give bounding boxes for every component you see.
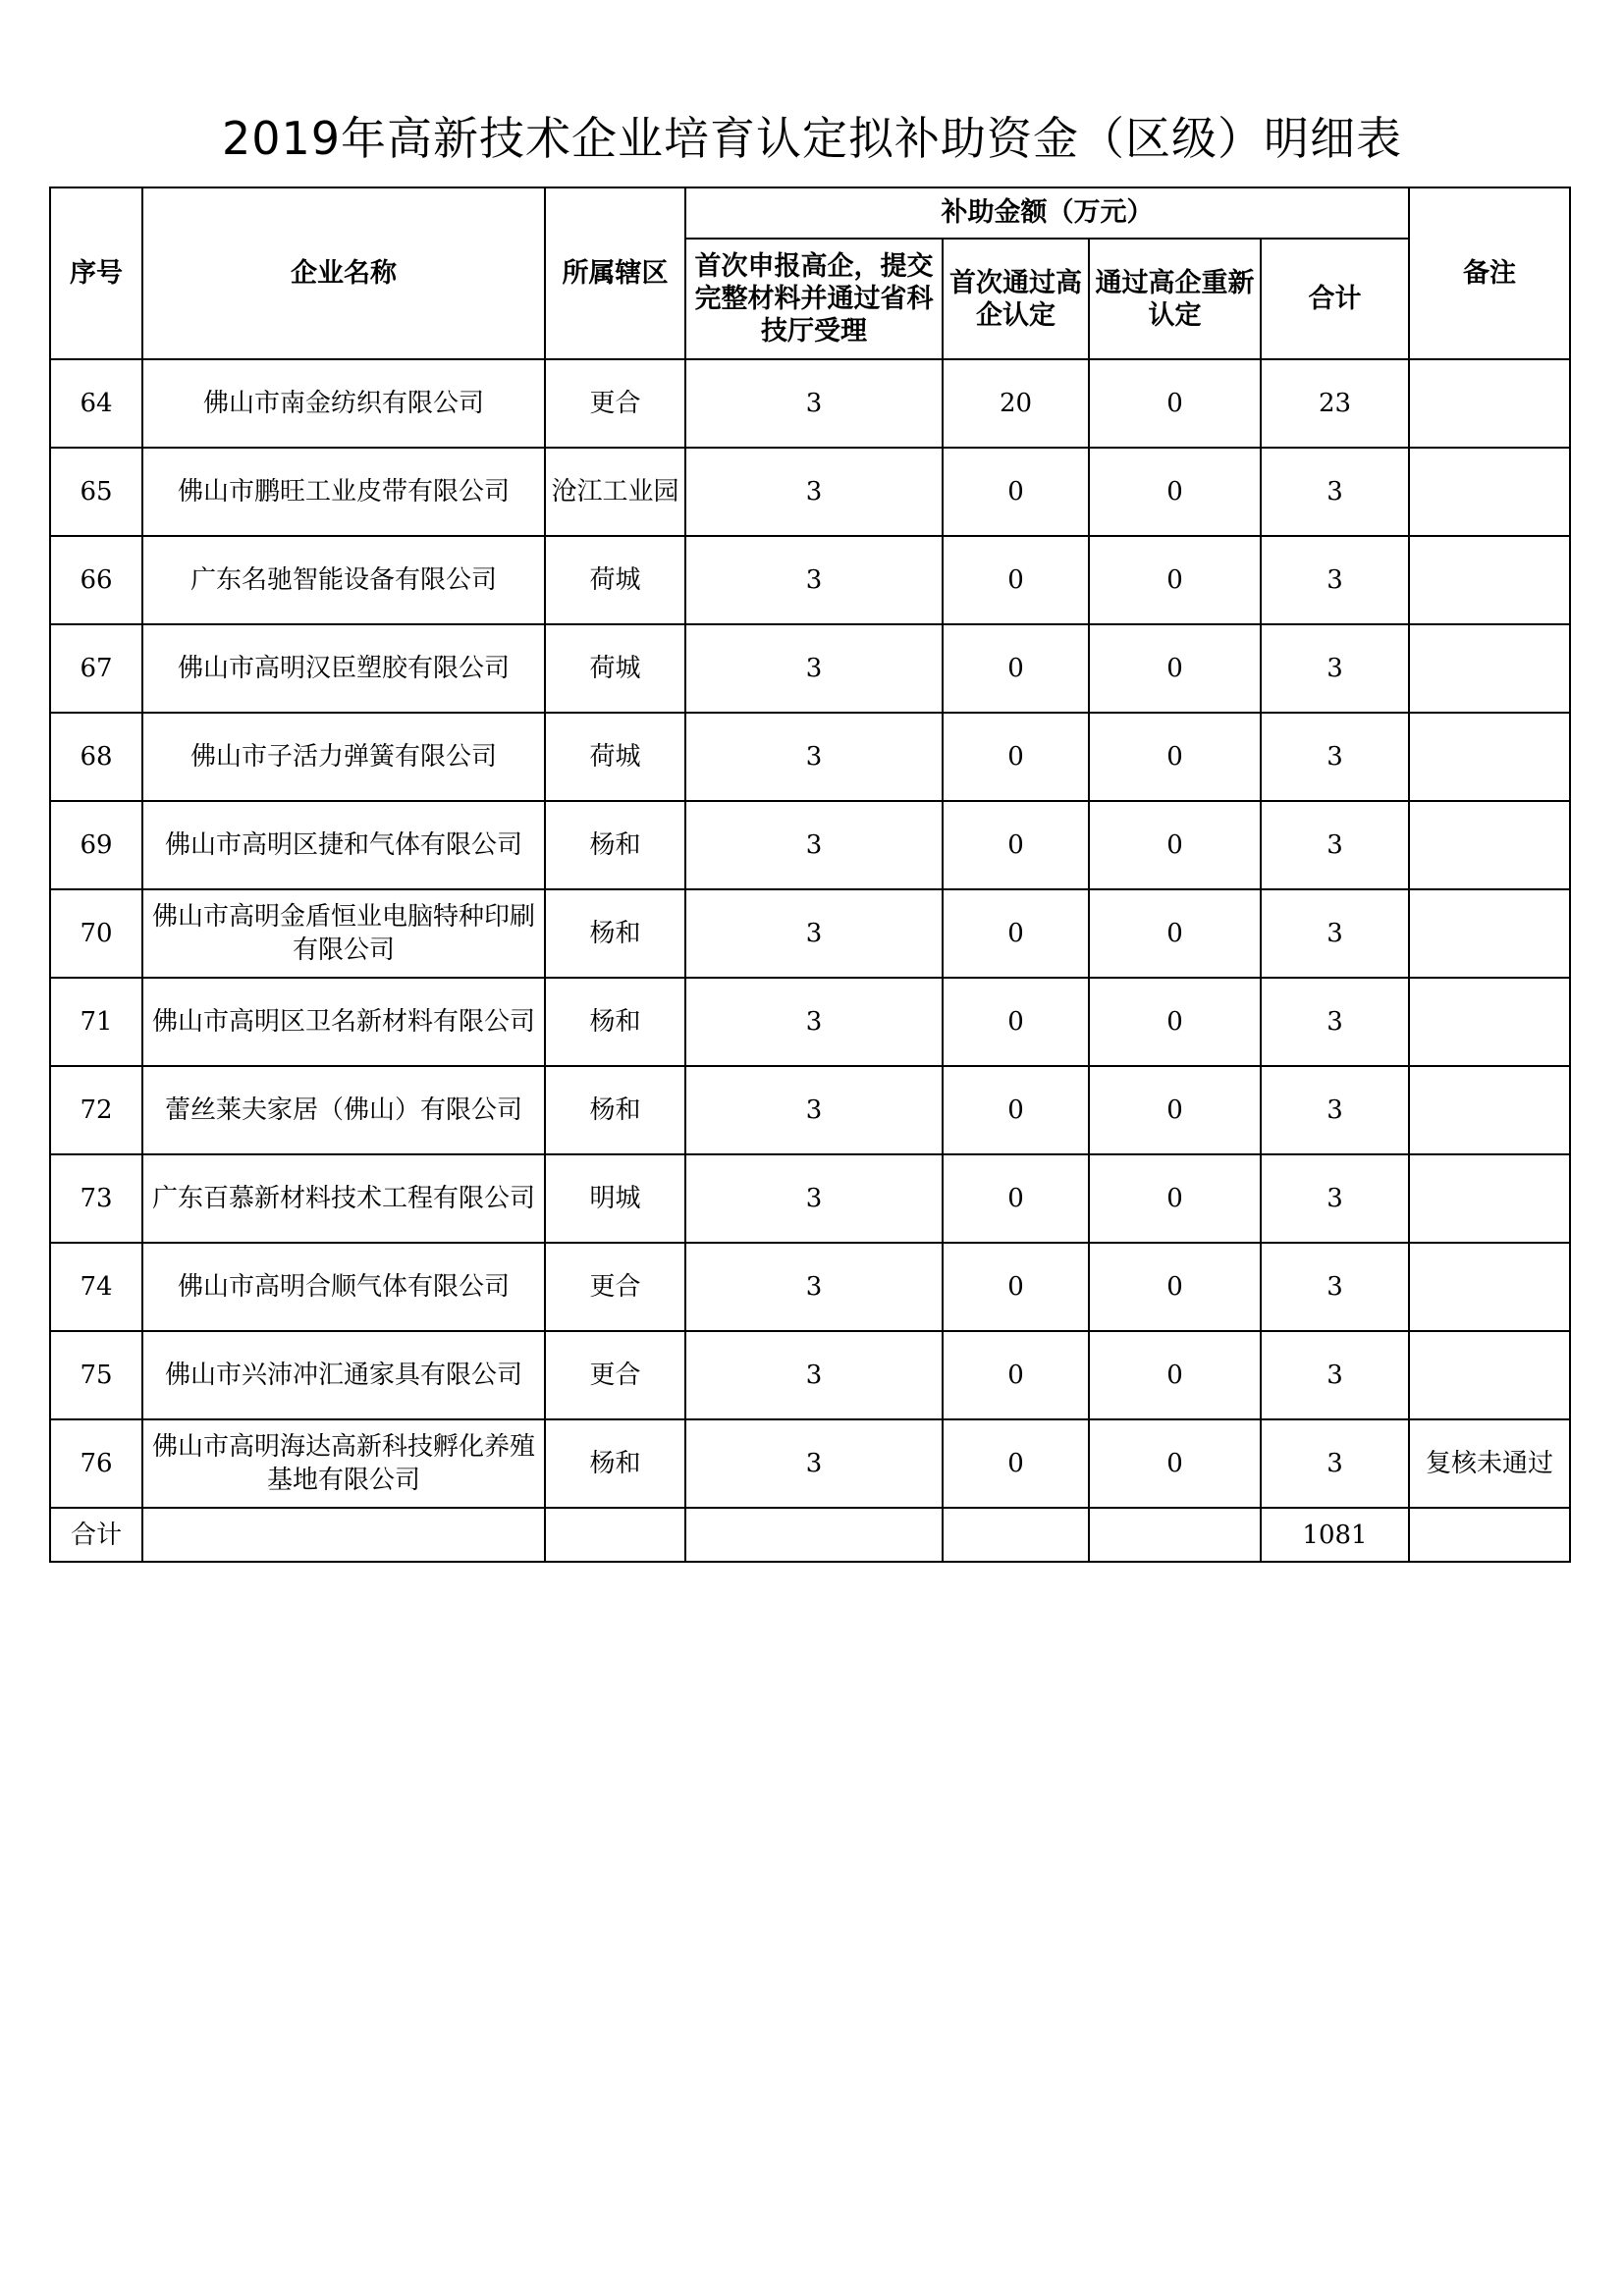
cell-index: 65 [50,448,142,536]
table-row [50,536,1570,624]
cell-company: 佛山市高明汉臣塑胶有限公司 [142,624,545,713]
col-header-company: 企业名称 [142,187,545,359]
cell-re-certified: 0 [1089,536,1261,624]
cell-district: 荷城 [545,536,685,624]
cell-subtotal: 3 [1261,889,1409,978]
page-title: 2019年高新技术企业培育认定拟补助资金（区级）明细表 [221,112,1403,165]
cell-first-pass: 0 [943,801,1089,889]
table-row [50,359,1570,448]
total-re-certified [1089,1508,1261,1562]
cell-first-submit: 3 [685,536,943,624]
cell-re-certified: 0 [1089,448,1261,536]
col-header-re-certified: 通过高企重新认定 [1089,239,1261,359]
cell-company: 佛山市兴沛冲汇通家具有限公司 [142,1331,545,1419]
cell-re-certified: 0 [1089,1331,1261,1419]
cell-remarks [1409,713,1570,801]
table-row [50,713,1570,801]
cell-remarks [1409,801,1570,889]
cell-remarks [1409,448,1570,536]
cell-first-submit: 3 [685,359,943,448]
cell-subtotal: 3 [1261,1331,1409,1419]
total-label: 合计 [50,1508,142,1562]
cell-company: 佛山市高明区卫名新材料有限公司 [142,978,545,1066]
cell-first-submit: 3 [685,1243,943,1331]
cell-first-pass: 0 [943,536,1089,624]
cell-first-submit: 3 [685,801,943,889]
cell-company: 佛山市南金纺织有限公司 [142,359,545,448]
cell-company: 佛山市高明海达高新科技孵化养殖基地有限公司 [142,1419,545,1508]
cell-index: 72 [50,1066,142,1154]
cell-index: 64 [50,359,142,448]
total-company [142,1508,545,1562]
cell-district: 更合 [545,359,685,448]
cell-subtotal: 23 [1261,359,1409,448]
cell-re-certified: 0 [1089,624,1261,713]
cell-re-certified: 0 [1089,801,1261,889]
cell-district: 明城 [545,1154,685,1243]
cell-remarks [1409,536,1570,624]
cell-district: 沧江工业园 [545,448,685,536]
total-first-pass [943,1508,1089,1562]
cell-company: 佛山市高明金盾恒业电脑特种印刷有限公司 [142,889,545,978]
cell-remarks [1409,1243,1570,1331]
cell-first-pass: 0 [943,448,1089,536]
cell-re-certified: 0 [1089,978,1261,1066]
cell-company: 佛山市鹏旺工业皮带有限公司 [142,448,545,536]
total-row [50,1508,1570,1562]
cell-first-submit: 3 [685,1331,943,1419]
col-header-index: 序号 [50,187,142,359]
cell-index: 66 [50,536,142,624]
total-district [545,1508,685,1562]
cell-subtotal: 3 [1261,978,1409,1066]
cell-first-submit: 3 [685,978,943,1066]
cell-first-submit: 3 [685,448,943,536]
cell-subtotal: 3 [1261,1066,1409,1154]
cell-district: 杨和 [545,1419,685,1508]
cell-company: 佛山市高明合顺气体有限公司 [142,1243,545,1331]
cell-subtotal: 3 [1261,624,1409,713]
cell-subtotal: 3 [1261,536,1409,624]
cell-first-pass: 0 [943,713,1089,801]
cell-district: 杨和 [545,889,685,978]
header-row-top [50,187,1570,239]
cell-first-pass: 20 [943,359,1089,448]
cell-company: 蕾丝莱夫家居（佛山）有限公司 [142,1066,545,1154]
cell-subtotal: 3 [1261,448,1409,536]
cell-first-submit: 3 [685,1154,943,1243]
cell-re-certified: 0 [1089,1154,1261,1243]
cell-first-submit: 3 [685,1066,943,1154]
table-row [50,889,1570,978]
cell-subtotal: 3 [1261,713,1409,801]
cell-subtotal: 3 [1261,1243,1409,1331]
table-body [50,359,1570,1562]
table-row [50,1154,1570,1243]
cell-index: 76 [50,1419,142,1508]
col-header-first-submit: 首次申报高企，提交完整材料并通过省科技厅受理 [685,239,943,359]
table-row [50,978,1570,1066]
total-subtotal: 1081 [1261,1508,1409,1562]
cell-district: 更合 [545,1243,685,1331]
cell-index: 70 [50,889,142,978]
cell-first-submit: 3 [685,713,943,801]
cell-index: 75 [50,1331,142,1419]
cell-district: 荷城 [545,624,685,713]
table-row [50,801,1570,889]
cell-first-pass: 0 [943,1419,1089,1508]
cell-district: 杨和 [545,801,685,889]
cell-first-submit: 3 [685,624,943,713]
table-row [50,624,1570,713]
subsidy-table [49,187,1571,1563]
cell-re-certified: 0 [1089,1243,1261,1331]
cell-index: 71 [50,978,142,1066]
cell-remarks [1409,1331,1570,1419]
cell-first-pass: 0 [943,624,1089,713]
total-first-submit [685,1508,943,1562]
cell-remarks [1409,359,1570,448]
cell-district: 杨和 [545,1066,685,1154]
cell-first-pass: 0 [943,1331,1089,1419]
cell-district: 荷城 [545,713,685,801]
cell-subtotal: 3 [1261,1154,1409,1243]
cell-company: 佛山市子活力弹簧有限公司 [142,713,545,801]
col-header-district: 所属辖区 [545,187,685,359]
cell-remarks [1409,1154,1570,1243]
cell-remarks: 复核未通过 [1409,1419,1570,1508]
cell-re-certified: 0 [1089,1066,1261,1154]
table-row [50,1331,1570,1419]
cell-first-pass: 0 [943,1154,1089,1243]
cell-remarks [1409,624,1570,713]
cell-remarks [1409,1066,1570,1154]
cell-index: 68 [50,713,142,801]
total-remarks [1409,1508,1570,1562]
cell-company: 广东名驰智能设备有限公司 [142,536,545,624]
cell-index: 69 [50,801,142,889]
cell-first-submit: 3 [685,1419,943,1508]
cell-index: 74 [50,1243,142,1331]
table-row [50,1066,1570,1154]
col-header-amount-group: 补助金额（万元） [685,187,1409,239]
cell-district: 杨和 [545,978,685,1066]
cell-index: 67 [50,624,142,713]
cell-remarks [1409,889,1570,978]
col-header-subtotal: 合计 [1261,239,1409,359]
cell-first-pass: 0 [943,889,1089,978]
cell-subtotal: 3 [1261,801,1409,889]
cell-remarks [1409,978,1570,1066]
cell-company: 佛山市高明区捷和气体有限公司 [142,801,545,889]
col-header-first-pass: 首次通过高企认定 [943,239,1089,359]
cell-first-submit: 3 [685,889,943,978]
cell-subtotal: 3 [1261,1419,1409,1508]
cell-first-pass: 0 [943,978,1089,1066]
cell-re-certified: 0 [1089,1419,1261,1508]
table-row [50,448,1570,536]
cell-re-certified: 0 [1089,359,1261,448]
table-row [50,1243,1570,1331]
cell-first-pass: 0 [943,1243,1089,1331]
table-row [50,1419,1570,1508]
cell-re-certified: 0 [1089,889,1261,978]
cell-re-certified: 0 [1089,713,1261,801]
col-header-remarks: 备注 [1409,187,1570,359]
cell-index: 73 [50,1154,142,1243]
cell-first-pass: 0 [943,1066,1089,1154]
cell-company: 广东百慕新材料技术工程有限公司 [142,1154,545,1243]
cell-district: 更合 [545,1331,685,1419]
